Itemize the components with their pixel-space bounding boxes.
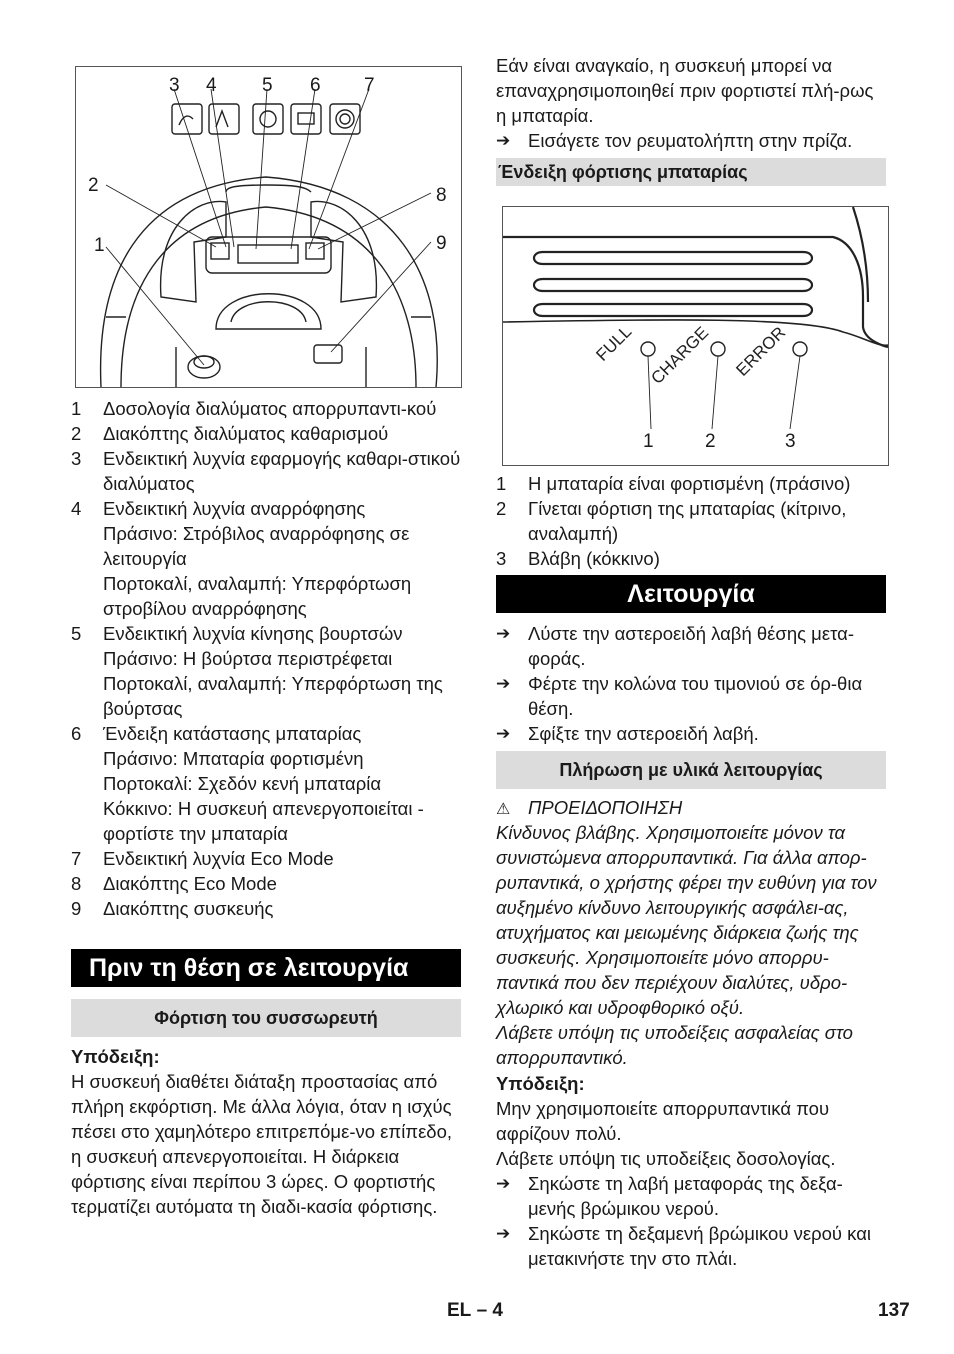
reuse-text: Εάν είναι αναγκαίο, η συσκευή μπορεί να επαναχρησιμοποιηθεί πριν φορτιστεί πλή-ρως η μπαταρία.	[496, 55, 874, 126]
battery-legend	[496, 471, 888, 571]
list-item: 3 Ενδεικτική λυχνία εφαρμογής καθαρι-στικού διαλύματος	[71, 448, 461, 494]
control-panel-drawing	[76, 67, 461, 387]
subsection-title-filling: Πλήρωση με υλικά λειτουργίας	[496, 751, 886, 789]
callout-2: 2	[705, 431, 716, 452]
label-charge: CHARGE	[647, 322, 713, 388]
label-error: ERROR	[732, 322, 790, 380]
arrow-icon: ➔	[496, 674, 511, 693]
callout-8: 8	[436, 185, 447, 206]
control-panel-legend	[71, 396, 461, 921]
arrow-icon: ➔	[496, 1224, 511, 1243]
note-label: Υπόδειξη:	[71, 1046, 160, 1067]
list-item: Πράσινο: Μπαταρία φορτισμένη	[103, 748, 364, 769]
footer-lang: EL – 4	[447, 1300, 503, 1321]
arrow-icon: ➔	[496, 624, 511, 643]
label-full: FULL	[592, 321, 636, 365]
callout-4: 4	[206, 75, 217, 96]
note-label-2: Υπόδειξη:	[496, 1073, 585, 1094]
note-text: Η συσκευή διαθέτει διάταξη προστασίας από πλήρη εκφόρτιση. Με άλλα λόγια, όταν η ισχύς πέσει στο χαμηλότερο επιτρεπόμε-νο επίπεδο, η συσκευή απενεργοποιείται. Η διάρκεια φόρτισης είναι περίπου 3 ώρες. Ο φορτιστής τερματίζει αυτόματα τη διαδι-κασία φόρτισης.	[71, 1071, 453, 1217]
callout-3: 3	[785, 431, 796, 452]
page-number: 137	[878, 1300, 910, 1321]
list-item: 4 Ενδεικτική λυχνία αναρρόφησης	[71, 498, 366, 519]
warning-heading: ⚠ ΠΡΟΕΙΔΟΠΟΙΗΣΗ	[496, 795, 888, 822]
callout-3: 3	[169, 75, 180, 96]
list-item: 1 Η μπαταρία είναι φορτισμένη (πράσινο)	[496, 473, 851, 494]
filling-steps	[496, 1171, 888, 1271]
arrow-icon: ➔	[496, 131, 511, 150]
warning-text: Κίνδυνος βλάβης. Χρησιμοποιείτε μόνον τα συνιστώμενα απορρυπαντικά. Για άλλα απορ-ρυπαντικά, ο χρήστης φέρει την ευθύνη για τον αυξημένο κίνδυνο λειτουργικής ασφάλει-ας, ατυχήματος και μειωμένης διάρκεια ζωής της συσκευής. Χρησιμοποιείτε μόνο απορρυ-παντικά που δεν περιέχουν διαλύτες, υδρο-χλωρικό και υδροφθορικό οξύ.	[496, 822, 877, 1018]
note-text-dosage: Λάβετε υπόψη τις υποδείξεις δοσολογίας.	[496, 1148, 836, 1169]
subsection-title-charging: Φόρτιση του συσσωρευτή	[71, 999, 461, 1037]
list-item: 3 Βλάβη (κόκκινο)	[496, 548, 660, 569]
list-item: ➔ Λύστε την αστεροειδή λαβή θέσης μετα-φοράς.	[496, 623, 854, 669]
section-title-operation: Λειτουργία	[496, 575, 886, 613]
arrow-icon: ➔	[496, 1174, 511, 1193]
list-item: 7 Ενδεικτική λυχνία Eco Mode	[71, 848, 334, 869]
callout-7: 7	[364, 75, 375, 96]
section-title-before-operation: Πριν τη θέση σε λειτουργία	[71, 949, 461, 987]
control-panel-figure	[75, 66, 462, 388]
battery-indicator-drawing	[503, 207, 888, 465]
operation-steps	[496, 621, 888, 746]
list-item: 1 Δοσολογία διαλύματος απορρυπαντι-κού	[71, 398, 437, 419]
list-item: Κόκκινο: Η συσκευή απενεργοποιείται - φορτίστε την μπαταρία	[103, 798, 424, 844]
callout-2: 2	[88, 175, 99, 196]
note-text-foam: Μην χρησιμοποιείτε απορρυπαντικά που αφρίζουν πολύ.	[496, 1098, 830, 1144]
callout-1: 1	[643, 431, 654, 452]
warning-text-2: Λάβετε υπόψη τις υποδείξεις ασφαλείας στο απορρυπαντικό.	[496, 1022, 853, 1068]
list-item: Πράσινο: Η βούρτσα περιστρέφεται	[103, 648, 393, 669]
callout-6: 6	[310, 75, 321, 96]
list-item: Πράσινο: Στρόβιλος αναρρόφησης σε λειτουργία	[103, 523, 410, 569]
list-item: Πορτοκαλί, αναλαμπή: Υπερφόρτωση της βούρτσας	[103, 673, 443, 719]
callout-5: 5	[262, 75, 273, 96]
list-item: ➔ Σηκώστε τη λαβή μεταφοράς της δεξα-μενής βρώμικου νερού.	[496, 1173, 843, 1219]
warning-icon: ⚠	[496, 801, 511, 818]
list-item: 8 Διακόπτης Eco Mode	[71, 873, 277, 894]
list-item: 6 Ένδειξη κατάστασης μπαταρίας	[71, 723, 362, 744]
list-item: Πορτοκαλί, αναλαμπή: Υπερφόρτωση στροβίλου αναρρόφησης	[103, 573, 412, 619]
arrow-icon: ➔	[496, 724, 511, 743]
list-item: 2 Γίνεται φόρτιση της μπαταρίας (κίτρινο, αναλαμπή)	[496, 498, 847, 544]
list-item: 9 Διακόπτης συσκευής	[71, 898, 274, 919]
list-item: ➔ Σηκώστε τη δεξαμενή βρώμικου νερού και μετακινήστε την στο πλάι.	[496, 1223, 871, 1269]
list-item: ➔ Σφίξτε την αστεροειδή λαβή.	[496, 723, 759, 744]
subsection-title-battery-indicator: Ένδειξη φόρτισης μπαταρίας	[496, 158, 886, 186]
list-item: 2 Διακόπτης διαλύματος καθαρισμού	[71, 423, 389, 444]
step-plug-in: ➔ Εισάγετε τον ρευματολήπτη στην πρίζα.	[496, 130, 853, 151]
battery-indicator-figure	[502, 206, 889, 466]
list-item: 5 Ενδεικτική λυχνία κίνησης βουρτσών	[71, 623, 403, 644]
list-item: ➔ Φέρτε την κολώνα του τιμονιού σε όρ-θια θέση.	[496, 673, 863, 719]
callout-9: 9	[436, 233, 447, 254]
callout-1: 1	[94, 235, 105, 256]
list-item: Πορτοκαλί: Σχεδόν κενή μπαταρία	[103, 773, 382, 794]
